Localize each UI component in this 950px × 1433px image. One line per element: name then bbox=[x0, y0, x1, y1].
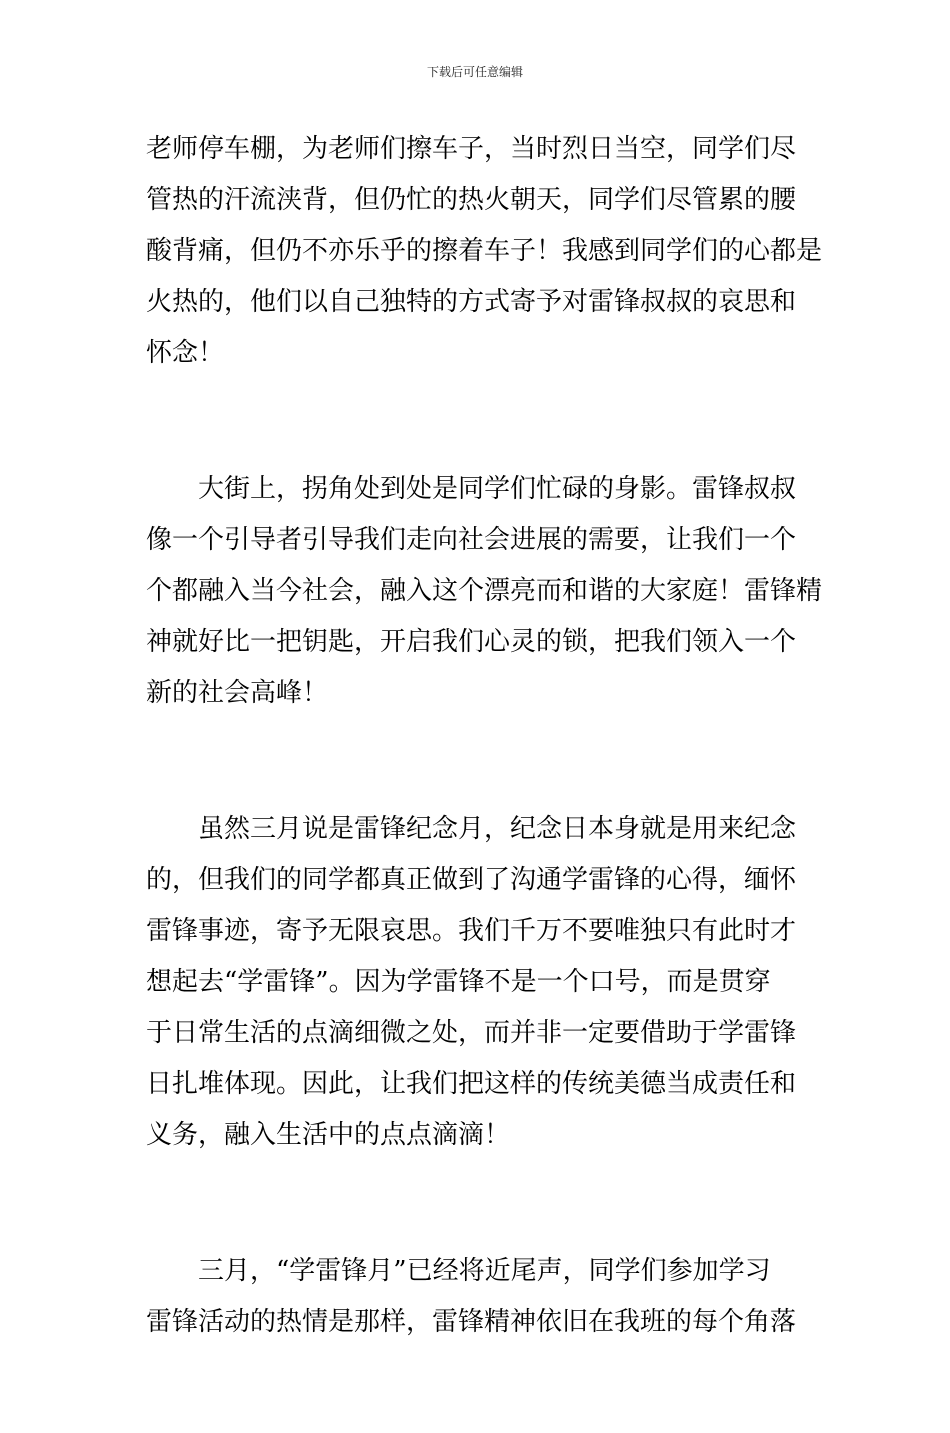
text-line: 想起去“学雷锋”。因为学雷锋不是一个口号，而是贯穿 bbox=[146, 967, 771, 997]
paragraph-2 bbox=[146, 464, 823, 719]
document-body bbox=[146, 124, 823, 1433]
text-line: 大街上，拐角处到处是同学们忙碌的身影。雷锋叔叔 bbox=[198, 474, 797, 504]
text-line: 管热的汗流浃背，但仍忙的热火朝天，同学们尽管累的腰 bbox=[146, 185, 797, 215]
text-line: 义务，融入生活中的点点滴滴！ bbox=[146, 1120, 511, 1150]
page-header: 下载后可任意编辑 bbox=[426, 65, 523, 79]
text-line: 雷锋活动的热情是那样，雷锋精神依旧在我班的每个角落 bbox=[146, 1307, 797, 1337]
text-line: 新的社会高峰！ bbox=[146, 678, 329, 708]
text-line: 的，但我们的同学都真正做到了沟通学雷锋的心得，缅怀 bbox=[146, 865, 797, 895]
text-line: 怀念！ bbox=[146, 338, 225, 368]
text-line: 雷锋事迹，寄予无限哀思。我们千万不要唯独只有此时才 bbox=[146, 916, 797, 946]
paragraph-1 bbox=[146, 124, 823, 379]
text-line: 三月，“学雷锋月”已经将近尾声，同学们参加学习 bbox=[198, 1256, 771, 1286]
text-line: 酸背痛，但仍不亦乐乎的擦着车子！我感到同学们的心都是 bbox=[146, 236, 823, 266]
text-line: 虽然三月说是雷锋纪念月，纪念日本身就是用来纪念 bbox=[198, 814, 797, 844]
text-line: 像一个引导者引导我们走向社会进展的需要，让我们一个 bbox=[146, 525, 797, 555]
text-line: 神就好比一把钥匙，开启我们心灵的锁，把我们领入一个 bbox=[146, 627, 797, 657]
text-line: 老师停车棚，为老师们擦车子，当时烈日当空，同学们尽 bbox=[146, 134, 797, 164]
text-line: 火热的，他们以自己独特的方式寄予对雷锋叔叔的哀思和 bbox=[146, 287, 797, 317]
text-line: 于日常生活的点滴细微之处，而并非一定要借助于学雷锋 bbox=[146, 1018, 797, 1048]
paragraph-3 bbox=[146, 804, 810, 1161]
text-line: 日扎堆体现。因此，让我们把这样的传统美德当成责任和 bbox=[146, 1069, 797, 1099]
paragraph-4 bbox=[146, 1246, 810, 1348]
text-line: 个都融入当今社会，融入这个漂亮而和谐的大家庭！雷锋精 bbox=[146, 576, 823, 606]
